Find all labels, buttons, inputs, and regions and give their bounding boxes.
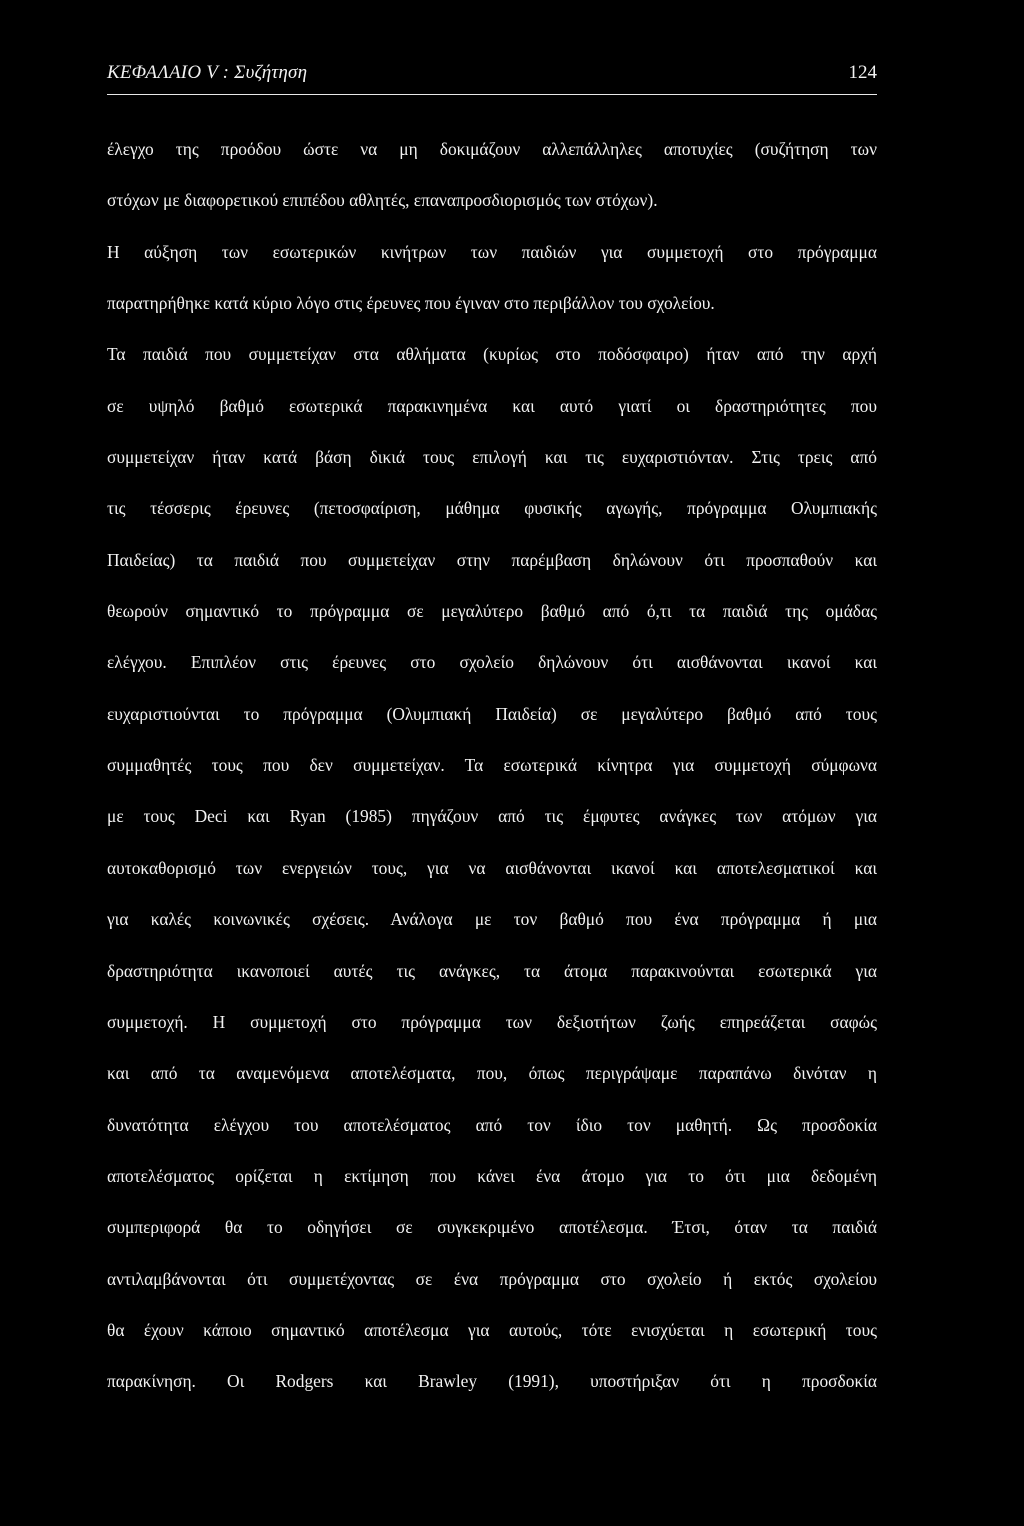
header-rule	[107, 94, 877, 95]
text-line: συμμετείχαν ήταν κατά βάση δικιά τους επιλογή και τις ευχαριστιόνταν. Στις τρεις από	[107, 447, 877, 468]
text-line: και από τα αναμενόμενα αποτελέσματα, που, όπως περιγράψαμε παραπάνω δινόταν η	[107, 1063, 877, 1084]
text-line: τις τέσσερις έρευνες (πετοσφαίριση, μάθημα φυσικής αγωγής, πρόγραμμα Ολυμπιακής	[107, 498, 877, 519]
text-line: Η αύξηση των εσωτερικών κινήτρων των παιδιών για συμμετοχή στο πρόγραμμα	[107, 241, 877, 262]
text-line: Τα παιδιά που συμμετείχαν στα αθλήματα (κυρίως στο ποδόσφαιρο) ήταν από την αρχή	[107, 344, 877, 365]
text-line: για καλές κοινωνικές σχέσεις. Ανάλογα με τον βαθμό που ένα πρόγραμμα ή μια	[107, 909, 877, 930]
text-line: δυνατότητα ελέγχου του αποτελέσματος από τον ίδιο τον μαθητή. Ως προσδοκία	[107, 1114, 877, 1135]
text-line: στόχων με διαφορετικού επιπέδου αθλητές, επαναπροσδιορισμός των στόχων).	[107, 190, 658, 211]
page-header	[107, 62, 877, 92]
text-line: ευχαριστιούνται το πρόγραμμα (Ολυμπιακή Παιδεία) σε μεγαλύτερο βαθμό από τους	[107, 703, 877, 724]
text-line: συμπεριφορά θα το οδηγήσει σε συγκεκριμένο αποτέλεσμα. Έτσι, όταν τα παιδιά	[107, 1217, 877, 1238]
text-line: παρατηρήθηκε κατά κύριο λόγο στις έρευνες που έγιναν στο περιβάλλον του σχολείου.	[107, 293, 715, 314]
text-line: σε υψηλό βαθμό εσωτερικά παρακινημένα και αυτό γιατί οι δραστηριότητες που	[107, 395, 877, 416]
text-line: συμμαθητές τους που δεν συμμετείχαν. Τα εσωτερικά κίνητρα για συμμετοχή σύμφωνα	[107, 755, 877, 776]
text-line: αποτελέσματος ορίζεται η εκτίμηση που κάνει ένα άτομο για το ότι μια δεδομένη	[107, 1165, 877, 1186]
text-line: δραστηριότητα ικανοποιεί αυτές τις ανάγκες, τα άτομα παρακινούνται εσωτερικά για	[107, 960, 877, 981]
text-line: ελέγχου. Επιπλέον στις έρευνες στο σχολείο δηλώνουν ότι αισθάνονται ικανοί και	[107, 652, 877, 673]
text-line: αντιλαμβάνονται ότι συμμετέχοντας σε ένα πρόγραμμα στο σχολείο ή εκτός σχολείου	[107, 1268, 877, 1289]
body-text	[107, 124, 877, 1408]
text-line: έλεγχο της προόδου ώστε να μη δοκιμάζουν αλλεπάλληλες αποτυχίες (συζήτηση των	[107, 139, 877, 159]
text-line: αυτοκαθορισμό των ενεργειών τους, για να αισθάνονται ικανοί και αποτελεσματικοί και	[107, 857, 877, 878]
text-line: Παιδείας) τα παιδιά που συμμετείχαν στην παρέμβαση δηλώνουν ότι προσπαθούν και	[107, 549, 877, 570]
text-line: με τους Deci και Ryan (1985) πηγάζουν από τις έμφυτες ανάγκες των ατόμων για	[107, 806, 877, 827]
text-line: θα έχουν κάποιο σημαντικό αποτέλεσμα για αυτούς, τότε ενισχύεται η εσωτερική τους	[107, 1319, 877, 1340]
text-line: συμμετοχή. Η συμμετοχή στο πρόγραμμα των δεξιοτήτων ζωής επηρεάζεται σαφώς	[107, 1011, 877, 1032]
text-line: θεωρούν σημαντικό το πρόγραμμα σε μεγαλύτερο βαθμό από ό,τι τα παιδιά της ομάδας	[107, 601, 877, 622]
chapter-title: ΚΕΦΑΛΑΙΟ V : Συζήτηση	[107, 62, 308, 83]
page-number: 124	[848, 62, 877, 83]
text-line: παρακίνηση. Οι Rodgers και Brawley (1991), υποστήριξαν ότι η προσδοκία	[107, 1371, 877, 1392]
